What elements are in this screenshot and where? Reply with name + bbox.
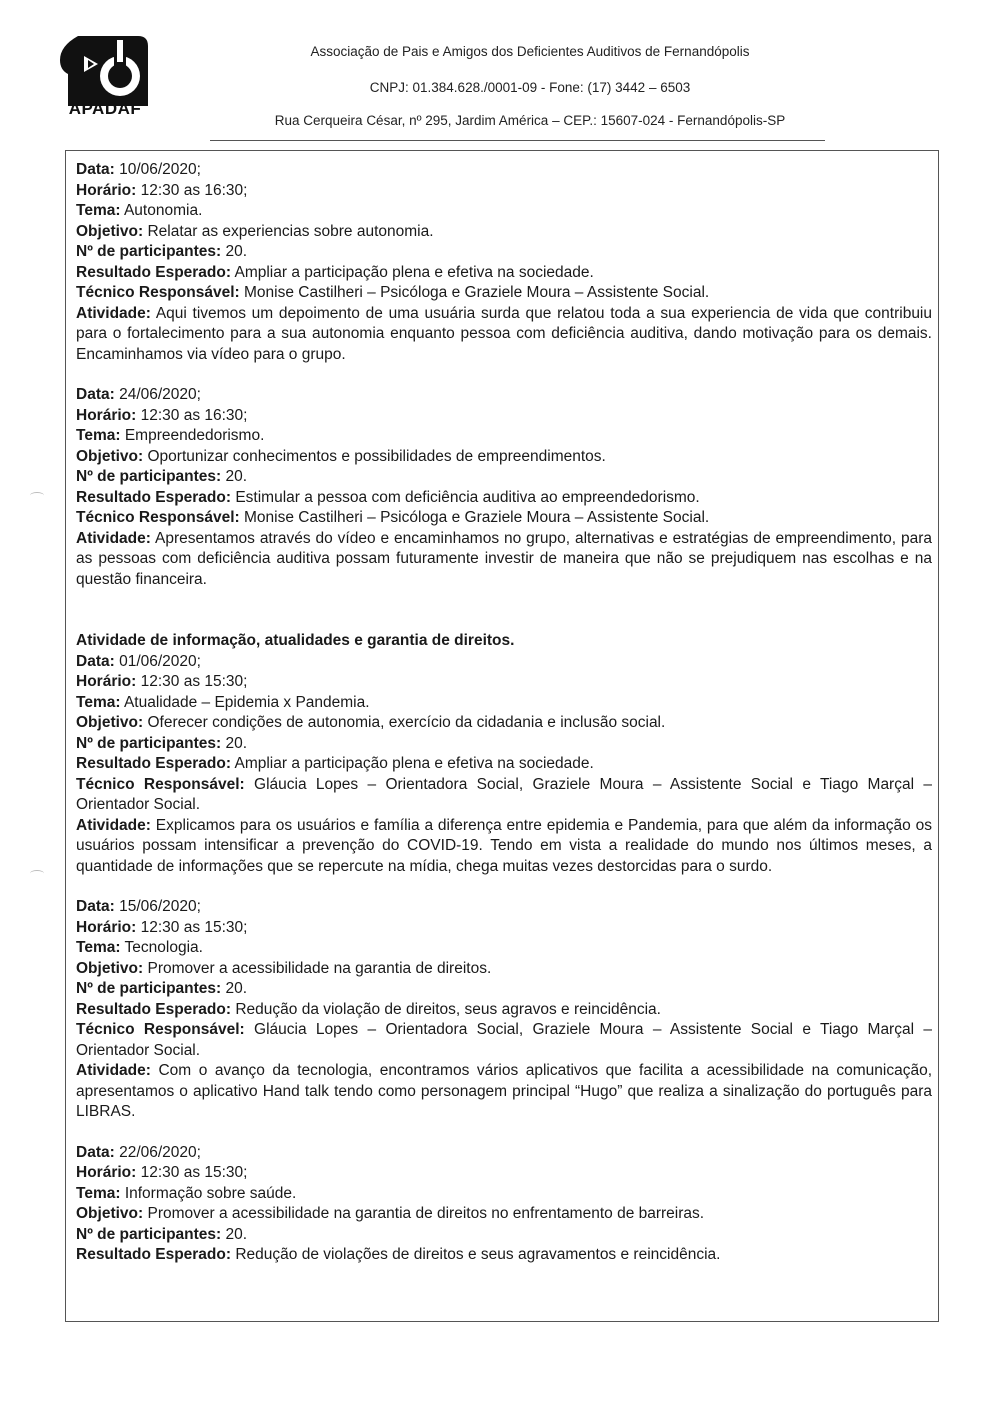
activity-label: Atividade: [76,816,151,834]
theme-value: Autonomia. [123,202,203,219]
theme-value: Informação sobre saúde. [124,1184,297,1202]
time-value: 12:30 as 16:30; [140,181,248,199]
objective-value: Relatar as experiencias sobre autonomia. [147,222,434,240]
objective-value: Promover a acessibilidade na garantia de direitos no enfrentamento de barreiras. [147,1205,705,1222]
activity-value: Explicamos para os usuários e família a diferença entre epidemia e Pandemia, para que além da informação os usuários possam intensificar a prevenção do COVID-19. Tendo em vista a realidade do mundo nos últimos meses, a quantidade de informações que se repercute na mídia, chega muitas vezes destorcidas para o surdo. [76,816,932,875]
result-label: Resultado Esperado: [76,1246,232,1263]
activity-value: Com o avanço da tecnologia, encontramos vários aplicativos que facilita a acessibilidade na comunicação, apresentamos o aplicativo Hand talk tendo como personagem principal “Hugo” que realiza a sinalização do português para LIBRAS. [76,1062,932,1120]
result-label: Resultado Esperado: [76,488,232,506]
technician-label: Técnico Responsável: [76,284,240,301]
result-label: Resultado Esperado: [76,263,232,281]
technician-value: Monise Castilheri – Psicóloga e Graziele Moura – Assistente Social. [243,509,710,526]
scan-mark [30,870,44,877]
technician-value: Gláucia Lopes – Orientadora Social, Graziele Moura – Assistente Social e Tiago Marçal – Orientador Social. [76,1021,932,1059]
theme-value: Tecnologia. [124,939,203,956]
activity-label: Atividade: [76,529,151,547]
result-label: Resultado Esperado: [76,755,232,772]
logo-text: APADAF [68,99,142,118]
date-value: 01/06/2020; [119,652,201,670]
participants-label: Nº de participantes: [76,1225,222,1243]
date-label: Data: [76,652,115,670]
technician-label: Técnico Responsável: [76,509,240,526]
result-value: Redução da violação de direitos, seus agravos e reincidência. [235,1000,661,1018]
participants-label: Nº de participantes: [76,243,222,260]
theme-label: Tema: [76,1184,121,1202]
activity-entry [76,385,932,590]
date-value: 24/06/2020; [119,386,201,403]
time-label: Horário: [76,673,137,690]
objective-value: Oportunizar conhecimentos e possibilidades de empreendimentos. [147,447,606,465]
technician-value: Monise Castilheri – Psicóloga e Graziele Moura – Assistente Social. [243,284,710,301]
participants-value: 20. [225,243,248,260]
time-value: 12:30 as 15:30; [140,918,248,936]
activity-label: Atividade: [76,1062,151,1079]
date-label: Data: [76,898,115,915]
participants-value: 20. [225,980,248,997]
activity-entry [76,652,932,878]
technician-label: Técnico Responsável: [76,1021,245,1038]
theme-label: Tema: [76,427,121,444]
activity-value: Apresentamos através do vídeo e encaminhamos no grupo, alternativas e estratégias de empreendimento, para as pessoas com deficiência auditiva possam futuramente investir de maneira que não se prejudiquem nas escolhas e na questão financeira. [76,529,932,588]
time-value: 12:30 as 15:30; [140,673,248,690]
participants-value: 20. [225,468,248,485]
result-value: Ampliar a participação plena e efetiva na sociedade. [234,263,594,281]
date-label: Data: [76,1143,115,1161]
theme-value: Atualidade – Epidemia x Pandemia. [123,693,370,711]
address: Rua Cerqueira César, nº 295, Jardim América – CEP.: 15607-024 - Fernandópolis-SP [274,113,786,128]
objective-value: Oferecer condições de autonomia, exercício da cidadania e inclusão social. [147,714,666,731]
time-value: 12:30 as 15:30; [140,1164,248,1181]
objective-label: Objetivo: [76,447,144,465]
time-label: Horário: [76,918,137,936]
participants-label: Nº de participantes: [76,734,222,752]
theme-label: Tema: [76,939,121,956]
org-name: Associação de Pais e Amigos dos Deficientes Auditivos de Fernandópolis [310,44,750,59]
date-label: Data: [76,386,115,403]
result-value: Ampliar a participação plena e efetiva na sociedade. [234,755,594,772]
objective-label: Objetivo: [76,959,144,977]
section-title: Atividade de informação, atualidades e garantia de direitos. [76,632,515,649]
time-label: Horário: [76,181,137,199]
activity-entry [76,897,932,1123]
cnpj-phone: CNPJ: 01.384.628./0001-09 - Fone: (17) 3442 – 6503 [369,80,691,95]
result-value: Redução de violações de direitos e seus agravamentos e reincidência. [235,1246,721,1263]
date-label: Data: [76,161,115,178]
activity-entry [76,160,932,365]
activity-value: Aqui tivemos um depoimento de uma usuária surda que relatou toda a sua experiencia de vida que contribuiu para o fortalecimento para a sua autonomia enquanto pessoa com deficiência auditiva, dando motivação para os demais. Encaminhamos via vídeo para o grupo. [76,304,932,363]
technician-value: Gláucia Lopes – Orientadora Social, Graziele Moura – Assistente Social e Tiago Marçal – Orientador Social. [76,775,932,813]
time-value: 12:30 as 16:30; [140,406,248,424]
objective-label: Objetivo: [76,222,144,240]
participants-value: 20. [225,1225,248,1243]
theme-value: Empreendedorismo. [124,427,265,444]
activity-label: Atividade: [76,304,151,322]
objective-value: Promover a acessibilidade na garantia de direitos. [147,959,492,977]
date-value: 22/06/2020; [119,1143,201,1161]
date-value: 15/06/2020; [119,898,201,915]
result-label: Resultado Esperado: [76,1000,232,1018]
participants-label: Nº de participantes: [76,980,222,997]
participants-value: 20. [225,734,248,752]
time-label: Horário: [76,1164,137,1181]
theme-label: Tema: [76,202,121,219]
objective-label: Objetivo: [76,1205,144,1222]
participants-label: Nº de participantes: [76,468,222,485]
date-value: 10/06/2020; [119,161,201,178]
scan-mark [30,492,44,499]
theme-label: Tema: [76,693,121,711]
time-label: Horário: [76,406,137,424]
report-content [76,160,932,1266]
result-value: Estimular a pessoa com deficiência auditiva ao empreendedorismo. [235,488,700,506]
header-divider [210,140,825,141]
activity-entry [76,1143,932,1266]
objective-label: Objetivo: [76,714,144,731]
technician-label: Técnico Responsável: [76,775,245,793]
